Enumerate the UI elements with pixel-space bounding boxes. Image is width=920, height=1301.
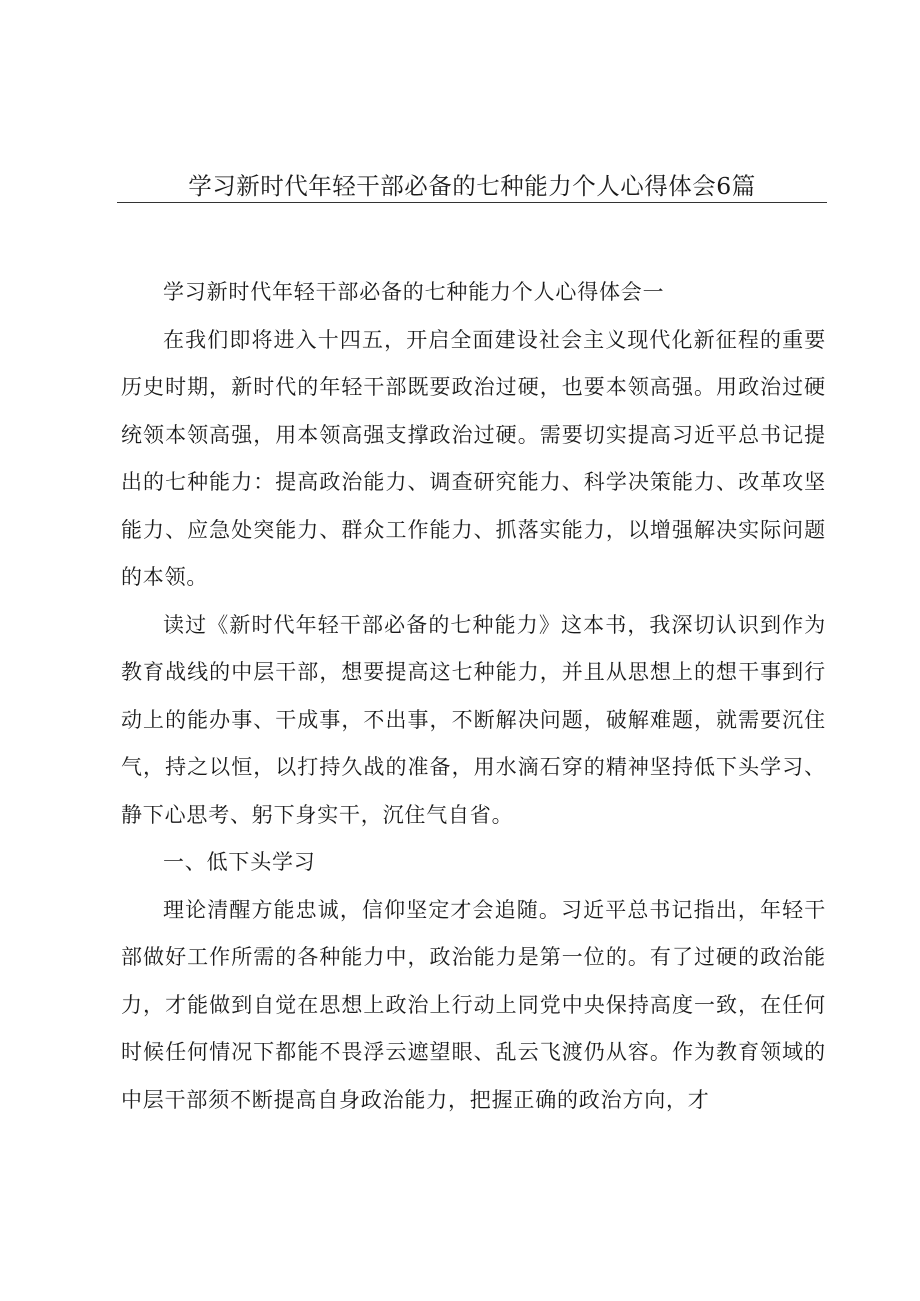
body-paragraph: 读过《新时代年轻干部必备的七种能力》这本书，我深切认识到作为教育战线的中层干部，想要提高这七种能力，并且从思想上的想干事到行动上的能办事、干成事，不出事，不断解决问题，破解难题，就需要沉住气，持之以恒，以打持久战的准备，用水滴石穿的精神坚持低下头学习、静下心思考、躬下身实干，沉住气自省。	[121, 612, 826, 827]
body-paragraph: 理论清醒方能忠诚，信仰坚定才会追随。习近平总书记指出，年轻干部做好工作所需的各种能力中，政治能力是第一位的。有了过硬的政治能力，才能做到自觉在思想上政治上行动上同党中央保持高度一致，在任何时候任何情况下都能不畏浮云遮望眼、乱云飞渡仍从容。作为教育领域的中层干部须不断提高自身政治能力，把握正确的政治方向，才	[121, 897, 826, 1112]
section-heading: 学习新时代年轻干部必备的七种能力个人心得体会一	[163, 280, 665, 304]
body-paragraph: 在我们即将进入十四五，开启全面建设社会主义现代化新征程的重要历史时期，新时代的年轻干部既要政治过硬，也要本领高强。用政治过硬统领本领高强，用本领高强支撑政治过硬。需要切实提高习近平总书记提出的七种能力：提高政治能力、调查研究能力、科学决策能力、改革攻坚能力、应急处突能力、群众工作能力、抓落实能力，以增强解决实际问题的本领。	[121, 327, 826, 589]
section-heading: 一、低下头学习	[163, 850, 316, 874]
document-body	[121, 269, 826, 1124]
document-title: 学习新时代年轻干部必备的七种能力个人心得体会6篇	[188, 172, 756, 200]
title-underline	[117, 202, 827, 203]
